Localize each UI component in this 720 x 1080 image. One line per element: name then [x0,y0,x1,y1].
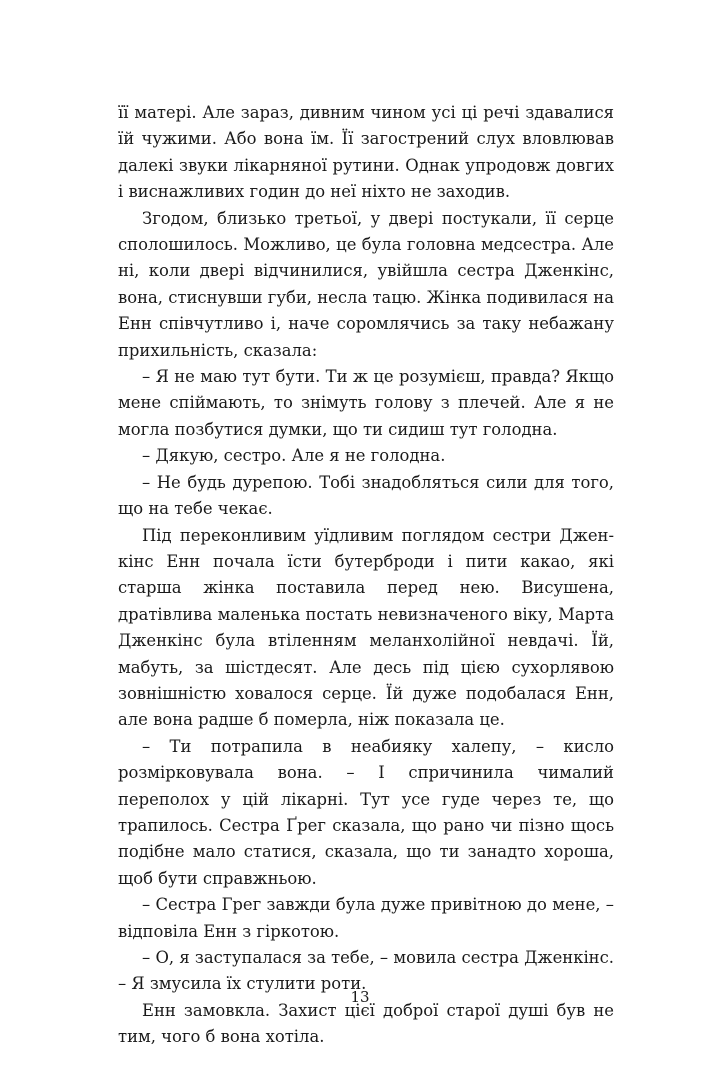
page-number: 13 [350,988,370,1006]
dialogue-line: – Я не маю тут бути. Ти ж це розумієш, правда? Якщо мене спіймають, то знімуть голову з плечей. Але я не могла позбутися думки, що ти сидиш тут голодна. [118,367,614,439]
dialogue-line: – Ти потрапила в неабияку халепу, – кисло розмірковувала вона. – І спричинила чималий переполох у цій лікарні. Тут усе гуде через те, що трапилось. Сестра Ґрег сказала, що рано чи пізно щось подібне мало статися, сказала, що ти занадто хороша, щоб бути справжньою. [118,736,614,888]
dialogue-line: – О, я заступалася за тебе, – мовила сестра Дженкінс. – Я змусила їх стулити роти. [118,948,614,994]
paragraph: Під переконливим уїдливим поглядом сестри Дженкінс Енн почала їсти бутерброди і пити какао, які старша жінка поставила перед нею. Висушена, дратівлива маленька постать невизначеного віку, Марта Дженкінс була втіленням меланхолійної невдачі. Їй, мабуть, за шістдесят. Але десь під цією сухорлявою зовнішністю ховалося серце. Їй дуже подобалася Енн, але вона радше б померла, ніж показала це. [118,525,614,730]
body-text [118,100,614,1051]
paragraph: Згодом, близько третьої, у двері постукали, її серце сполошилось. Можливо, це була головна медсестра. Але ні, коли двері відчинилися, увійшла сестра Дженкінс, вона, стиснувши губи, несла тацю. Жінка подивилася на Енн співчутливо і, наче соромлячись за таку небажану прихильність, сказала: [118,208,614,360]
paragraph: її матері. Але зараз, дивним чином усі ці речі здавалися їй чужими. Або вона їм. Її загострений слух вловлював далекі звуки лікарняної рутини. Однак упродовж довгих і виснажливих годин до неї ніхто не заходив. [118,103,614,202]
paragraph: Енн замовкла. Захист цієї доброї старої душі був не тим, чого б вона хотіла. [118,1000,614,1047]
dialogue-line: – Дякую, сестро. Але я не голодна. [142,446,446,466]
dialogue-line: – Сестра Грег завжди була дуже привітною до мене, – відповіла Енн з гіркотою. [118,895,614,941]
dialogue-line: – Не будь дурепою. Тобі знадобляться сили для того, що на тебе чекає. [118,472,614,519]
